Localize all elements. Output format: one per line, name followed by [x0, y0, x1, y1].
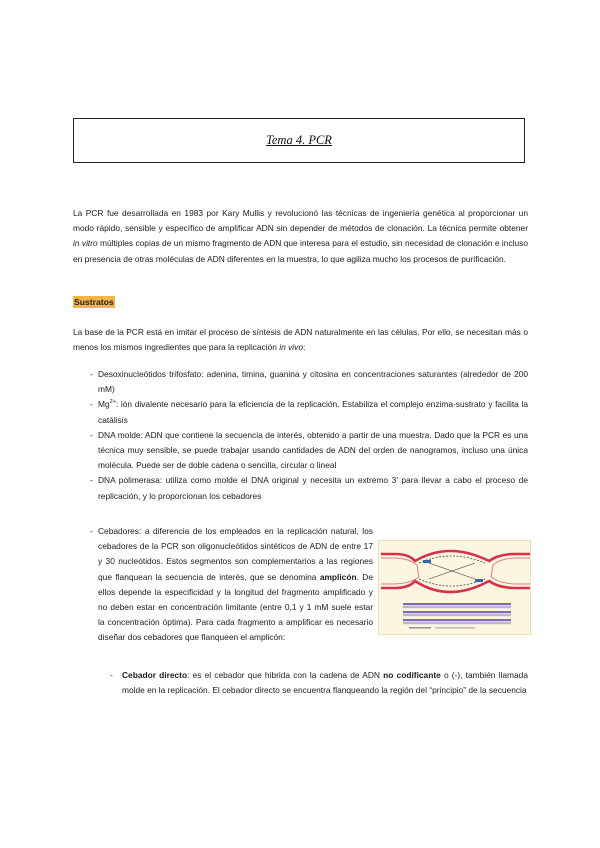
sublist — [98, 668, 528, 698]
intro-paragraph — [73, 206, 528, 267]
section-title-sustratos: Sustratos — [74, 297, 114, 307]
list-dash: - — [90, 475, 93, 486]
list-dash: - — [90, 369, 93, 379]
list-item-cebadores — [73, 524, 373, 646]
cebadores-text-1: Cebadores: a diferencia de los empleados en la replicación natural, los cebadores de la PCR son oligonucleótidos sintéticos de ADN de entre 17 y 30 nucleótidos. Estos segmentos son complementarios a las regiones que flanquean la secuencia de interés, que se denomina — [98, 526, 373, 582]
list-item-dna-molde — [73, 428, 528, 474]
directo-bold: Cebador directo — [122, 670, 188, 680]
list-item-polimerasa — [73, 473, 528, 503]
ingredient-list — [73, 367, 528, 504]
list-dash: - — [90, 429, 93, 440]
base-text: La base de la PCR está en imitar el proceso de síntesis de ADN naturalmente en las células. Por ello, se necesitan más o menos los mismos ingredientes que para la replicación — [73, 327, 528, 353]
mg-label: Mg — [98, 399, 110, 410]
directo-bold-2: no codificante — [383, 670, 441, 680]
intro-text-1: La PCR fue desarrollada en 1983 por Kary Mullis y revolucionó las técnicas de ingeniería genética al proporcionar un modo rápido, sensible y específico de amplificar ADN sin depender de métodos de clonación. La técnica permite obtener — [73, 208, 528, 234]
title-box — [73, 118, 525, 163]
intro-text-2: múltiples copias de un mismo fragmento de ADN que interesa para el estudio, sin necesidad de clonación e incluso en presencia de otras moléculas de ADN diferentes en la muestra, lo que agiliza mucho los procesos de purificación. — [73, 238, 528, 264]
mg-text: : ión divalente necesario para la eficiencia de la replicación. Estabiliza el complejo enzima-sustrato y facilita la catálisis — [98, 399, 528, 425]
cebadores-text-2: . De ellos depende la especificidad y la longitud del fragmento amplificado y no deben estar en concentración limitante (entre 0,1 y 1 mM suele estar la concentración óptima). Para cada fragmento a amplificar es necesario diseñar dos cebadores que flanqueen el amplicón: — [98, 571, 373, 643]
list-item-dntps — [73, 367, 528, 397]
dna-molde-text: DNA molde: ADN que contiene la secuencia de interés, obtenido a partir de una muestra. Dado que la PCR es una técnica muy sensible, se puede trabajar usando cantidades de ADN del orden de nanogramos, incluso una única molécula. Puede ser de doble cadena o sencilla, circular o lineal — [98, 429, 528, 471]
mg-superscript: 2+ — [109, 399, 116, 406]
pcr-diagram-illustration — [379, 541, 532, 636]
page-title: Tema 4. PCR — [266, 133, 332, 147]
directo-text-2: o (-), también llamada molde en la replicación. El cebador directo se encuentra flanqueando la región del “principio” de la secuencia — [122, 670, 528, 696]
base-em: in vivo — [279, 342, 303, 353]
cebadores-list — [73, 524, 373, 646]
pcr-diagram-figure — [378, 540, 531, 635]
list-item-cebador-directo — [98, 668, 528, 698]
intro-em: in vitro — [73, 238, 98, 249]
list-item-mg — [73, 397, 528, 427]
list-dash: - — [90, 526, 93, 536]
list-dash: - — [110, 670, 113, 680]
directo-text-1: : es el cebador que hibrida con la cadena de ADN — [187, 670, 384, 680]
dntps-text: Desoxinucleótidos trifosfato: adenina, timina, guanina y citosina en concentraciones saturantes (alrededor de 200 mM) — [98, 369, 528, 395]
cebadores-bold: amplicón — [319, 571, 357, 582]
polimerasa-text: DNA polimerasa: utiliza como molde el DNA original y necesita un extremo 3’ para llevar a cabo el proceso de replicación, y lo proporcionan los cebadores — [98, 475, 528, 501]
base-end: : — [302, 342, 306, 353]
base-paragraph — [73, 325, 528, 355]
list-dash: - — [90, 399, 93, 410]
